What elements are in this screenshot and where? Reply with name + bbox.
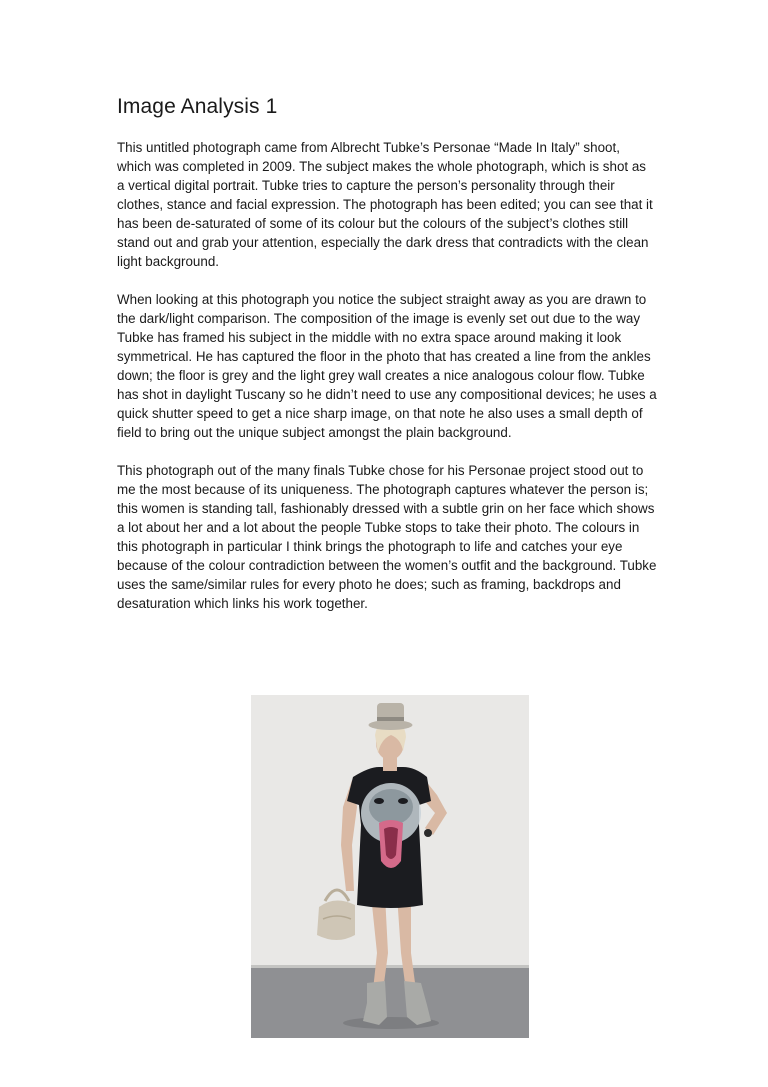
body-text xyxy=(117,138,657,632)
portrait-photograph xyxy=(251,695,529,1038)
portrait-illustration xyxy=(251,695,529,1038)
paragraph-3: This photograph out of the many finals Tubke chose for his Personae project stood out to me the most because of its uniqueness. The photograph captures whatever the person is; this women is standing tall, fashionably dressed with a subtle grin on her face which shows a lot about her and a lot about the people Tubke stops to take their photo. The colours in this photograph in particular I think brings the photograph to life and catches your eye because of the colour contradiction between the women’s outfit and the background. Tubke uses the same/similar rules for every photo he does; such as framing, backdrops and desaturation which links his work together. xyxy=(117,463,657,611)
paragraph-2: When looking at this photograph you notice the subject straight away as you are drawn to the dark/light comparison. The composition of the image is evenly set out due to the way Tubke has framed his subject in the middle with no extra space around making it look symmetrical. He has captured the floor in the photo that has created a line from the ankles down; the floor is grey and the light grey wall creates a nice analogous colour flow. Tubke has shot in daylight Tuscany so he didn’t need to use any compositional devices; he uses a quick shutter speed to get a nice sharp image, on that note he also uses a small depth of field to bring out the unique subject amongst the plain background. xyxy=(117,292,657,440)
page-title: Image Analysis 1 xyxy=(117,95,278,118)
paragraph-1: This untitled photograph came from Albrecht Tubke’s Personae “Made In Italy” shoot, which was completed in 2009. The subject makes the whole photograph, which is shot as a vertical digital portrait. Tubke tries to capture the person’s personality through their clothes, stance and facial expression. The photograph has been edited; you can see that it has been de-saturated of some of its colour but the colours of the subject’s clothes still stand out and grab your attention, especially the dark dress that contradicts with the clean light background. xyxy=(117,140,653,269)
